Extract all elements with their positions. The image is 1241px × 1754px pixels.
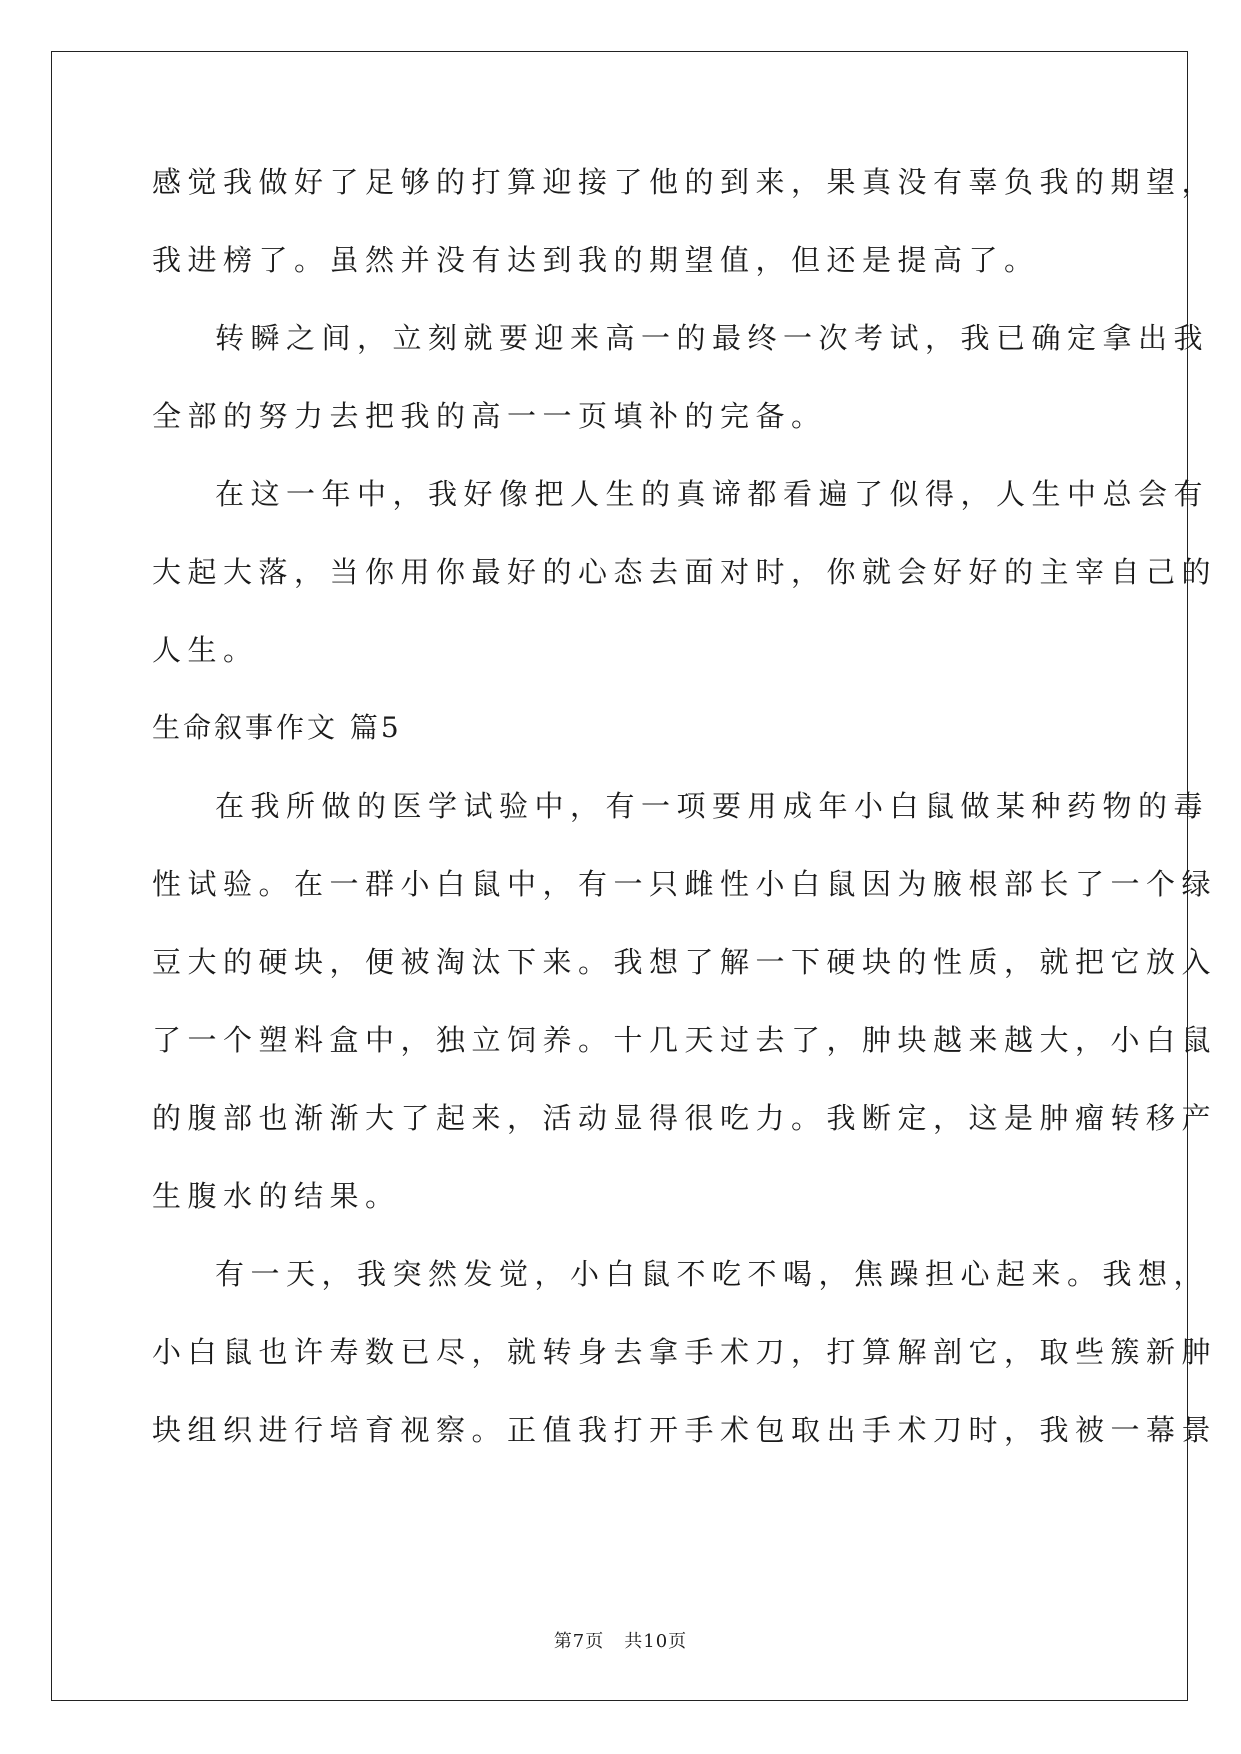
paragraph-line: 豆大的硬块，便被淘汰下来。我想了解一下硬块的性质，就把它放入 xyxy=(152,945,1218,979)
paragraph-line: 全部的努力去把我的高一一页填补的完备。 xyxy=(152,399,827,433)
paragraph-line: 的腹部也渐渐大了起来，活动显得很吃力。我断定，这是肿瘤转移产 xyxy=(152,1101,1218,1135)
paragraph-line: 小白鼠也许寿数已尽，就转身去拿手术刀，打算解剖它，取些簇新肿 xyxy=(152,1335,1218,1369)
paragraph-line: 了一个塑料盒中，独立饲养。十几天过去了，肿块越来越大，小白鼠 xyxy=(152,1023,1218,1057)
paragraph-line: 人生。 xyxy=(152,633,259,667)
paragraph-line: 在我所做的医学试验中，有一项要用成年小白鼠做某种药物的毒 xyxy=(215,789,1210,823)
paragraph-line: 感觉我做好了足够的打算迎接了他的到来，果真没有辜负我的期望， xyxy=(152,165,1218,199)
section-heading: 生命叙事作文 篇5 xyxy=(152,711,402,744)
document-body xyxy=(152,162,1218,1488)
page-footer xyxy=(0,1627,1241,1653)
paragraph-line: 在这一年中，我好像把人生的真谛都看遍了似得，人生中总会有 xyxy=(215,477,1210,511)
page-number: 第7页 xyxy=(553,1631,605,1652)
paragraph-line: 生腹水的结果。 xyxy=(152,1179,401,1213)
paragraph-line: 我进榜了。虽然并没有达到我的期望值，但还是提高了。 xyxy=(152,243,1040,277)
paragraph-line: 转瞬之间，立刻就要迎来高一的最终一次考试，我已确定拿出我 xyxy=(215,321,1210,355)
paragraph-line: 块组织进行培育视察。正值我打开手术包取出手术刀时，我被一幕景 xyxy=(152,1413,1218,1447)
paragraph-line: 性试验。在一群小白鼠中，有一只雌性小白鼠因为腋根部长了一个绿 xyxy=(152,867,1218,901)
page-total: 共10页 xyxy=(624,1631,688,1652)
paragraph-line: 大起大落，当你用你最好的心态去面对时，你就会好好的主宰自己的 xyxy=(152,555,1218,589)
paragraph-line: 有一天，我突然发觉，小白鼠不吃不喝，焦躁担心起来。我想， xyxy=(215,1257,1210,1291)
